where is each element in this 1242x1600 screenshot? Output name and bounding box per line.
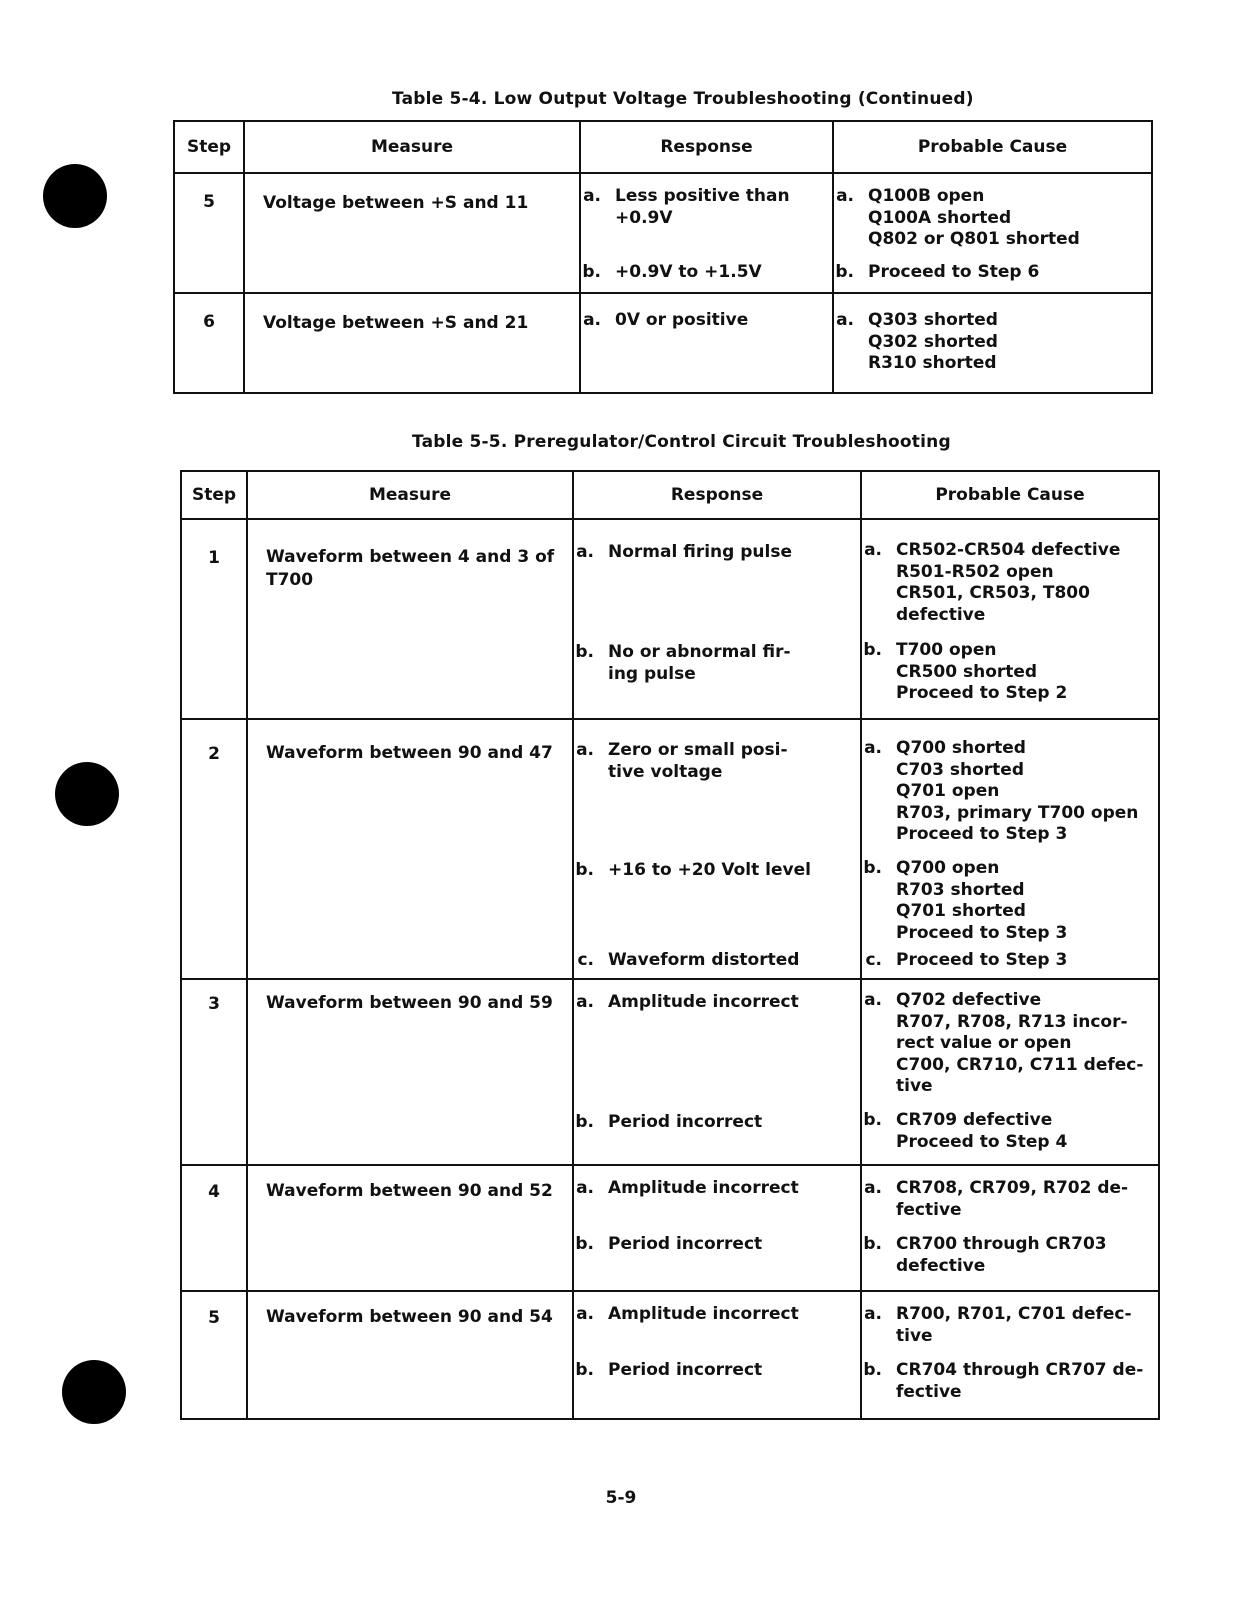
response-cell (580, 173, 833, 293)
cause-item: a. Q702 defective R707, R708, R713 incor- rect value or open C700, CR710, C711 defec- tive (864, 990, 1144, 1096)
cause-item: b. CR704 through CR707 de- fective (863, 1360, 1144, 1402)
measure-text: Voltage between +S and 21 (263, 313, 529, 333)
table-5-5-header-row (181, 471, 1159, 519)
measure-cell (244, 173, 580, 293)
cause-cell (861, 979, 1159, 1165)
measure-text: Waveform between 90 and 54 (266, 1307, 553, 1327)
cause-item: b. Q700 open R703 shorted Q701 shorted Proceed to Step 3 (863, 858, 1068, 943)
response-item: b. No or abnormal fir- ing pulse (575, 642, 791, 684)
table-5-4 (173, 120, 1153, 394)
response-cell (573, 1291, 861, 1419)
cause-item: c. Proceed to Step 3 (865, 950, 1068, 970)
response-item: a. Normal firing pulse (576, 542, 792, 562)
cause-item: a. Q303 shorted Q302 shorted R310 shorted (836, 310, 998, 373)
table-row (181, 719, 1159, 979)
page-number: 5-9 (605, 1488, 637, 1508)
measure-cell (244, 293, 580, 393)
measure-cell (247, 1165, 573, 1291)
table-5-5-caption: Table 5-5. Preregulator/Control Circuit Troubleshooting (412, 432, 951, 452)
header-step: Step (181, 471, 247, 519)
measure-text: Waveform between 90 and 59 (266, 993, 553, 1013)
table-row (181, 519, 1159, 719)
header-measure: Measure (244, 121, 580, 173)
response-item: b. Period incorrect (575, 1112, 763, 1132)
step-number: 5 (174, 173, 244, 293)
step-number: 6 (174, 293, 244, 393)
response-item: a. Zero or small posi- tive voltage (576, 740, 788, 782)
measure-cell (247, 519, 573, 719)
header-probable-cause: Probable Cause (861, 471, 1159, 519)
cause-cell (833, 173, 1152, 293)
measure-text: Waveform between 4 and 3 of T700 (266, 547, 555, 590)
table-row (174, 293, 1152, 393)
header-probable-cause: Probable Cause (833, 121, 1152, 173)
cause-cell (861, 719, 1159, 979)
response-item: b. +0.9V to +1.5V (582, 262, 762, 282)
cause-item: a. CR502-CR504 defective R501-R502 open CR501, CR503, T800 defective (864, 540, 1121, 625)
measure-cell (247, 979, 573, 1165)
table-row (174, 173, 1152, 293)
response-item: c. Waveform distorted (577, 950, 800, 970)
cause-item: b. Proceed to Step 6 (835, 262, 1040, 282)
cause-cell (833, 293, 1152, 393)
measure-text: Voltage between +S and 11 (263, 193, 529, 213)
binder-hole-bottom (62, 1360, 126, 1424)
response-cell (573, 519, 861, 719)
response-item: b. Period incorrect (575, 1360, 763, 1380)
table-row (181, 979, 1159, 1165)
measure-cell (247, 1291, 573, 1419)
cause-item: a. CR708, CR709, R702 de- fective (864, 1178, 1129, 1220)
step-number: 1 (181, 519, 247, 719)
step-number: 5 (181, 1291, 247, 1419)
binder-hole-top (43, 164, 107, 228)
table-5-4-caption: Table 5-4. Low Output Voltage Troubleshooting (Continued) (392, 89, 974, 109)
table-5-4-header-row (174, 121, 1152, 173)
response-cell (573, 979, 861, 1165)
response-item: a. 0V or positive (583, 310, 749, 330)
step-number: 4 (181, 1165, 247, 1291)
cause-cell (861, 1165, 1159, 1291)
cause-item: b. T700 open CR500 shorted Proceed to Step 2 (863, 640, 1068, 703)
response-item: a. Amplitude incorrect (576, 1178, 799, 1198)
binder-hole-middle (55, 762, 119, 826)
cause-item: b. CR709 defective Proceed to Step 4 (863, 1110, 1068, 1152)
header-response: Response (573, 471, 861, 519)
cause-cell (861, 1291, 1159, 1419)
response-item: b. Period incorrect (575, 1234, 763, 1254)
response-cell (580, 293, 833, 393)
table-row (181, 1291, 1159, 1419)
cause-item: a. R700, R701, C701 defec- tive (864, 1304, 1132, 1346)
response-item: b. +16 to +20 Volt level (575, 860, 811, 880)
cause-cell (861, 519, 1159, 719)
response-cell (573, 719, 861, 979)
measure-cell (247, 719, 573, 979)
header-measure: Measure (247, 471, 573, 519)
response-item: a. Amplitude incorrect (576, 992, 799, 1012)
cause-item: a. Q100B open Q100A shorted Q802 or Q801 shorted (836, 186, 1080, 249)
table-5-5 (180, 470, 1160, 1420)
cause-item: a. Q700 shorted C703 shorted Q701 open R703, primary T700 open Proceed to Step 3 (864, 738, 1139, 844)
cause-item: b. CR700 through CR703 defective (863, 1234, 1107, 1276)
response-cell (573, 1165, 861, 1291)
measure-text: Waveform between 90 and 47 (266, 743, 553, 763)
step-number: 2 (181, 719, 247, 979)
header-step: Step (174, 121, 244, 173)
table-row (181, 1165, 1159, 1291)
header-response: Response (580, 121, 833, 173)
measure-text: Waveform between 90 and 52 (266, 1181, 553, 1201)
response-item: a. Less positive than +0.9V (583, 186, 790, 228)
response-item: a. Amplitude incorrect (576, 1304, 799, 1324)
step-number: 3 (181, 979, 247, 1165)
